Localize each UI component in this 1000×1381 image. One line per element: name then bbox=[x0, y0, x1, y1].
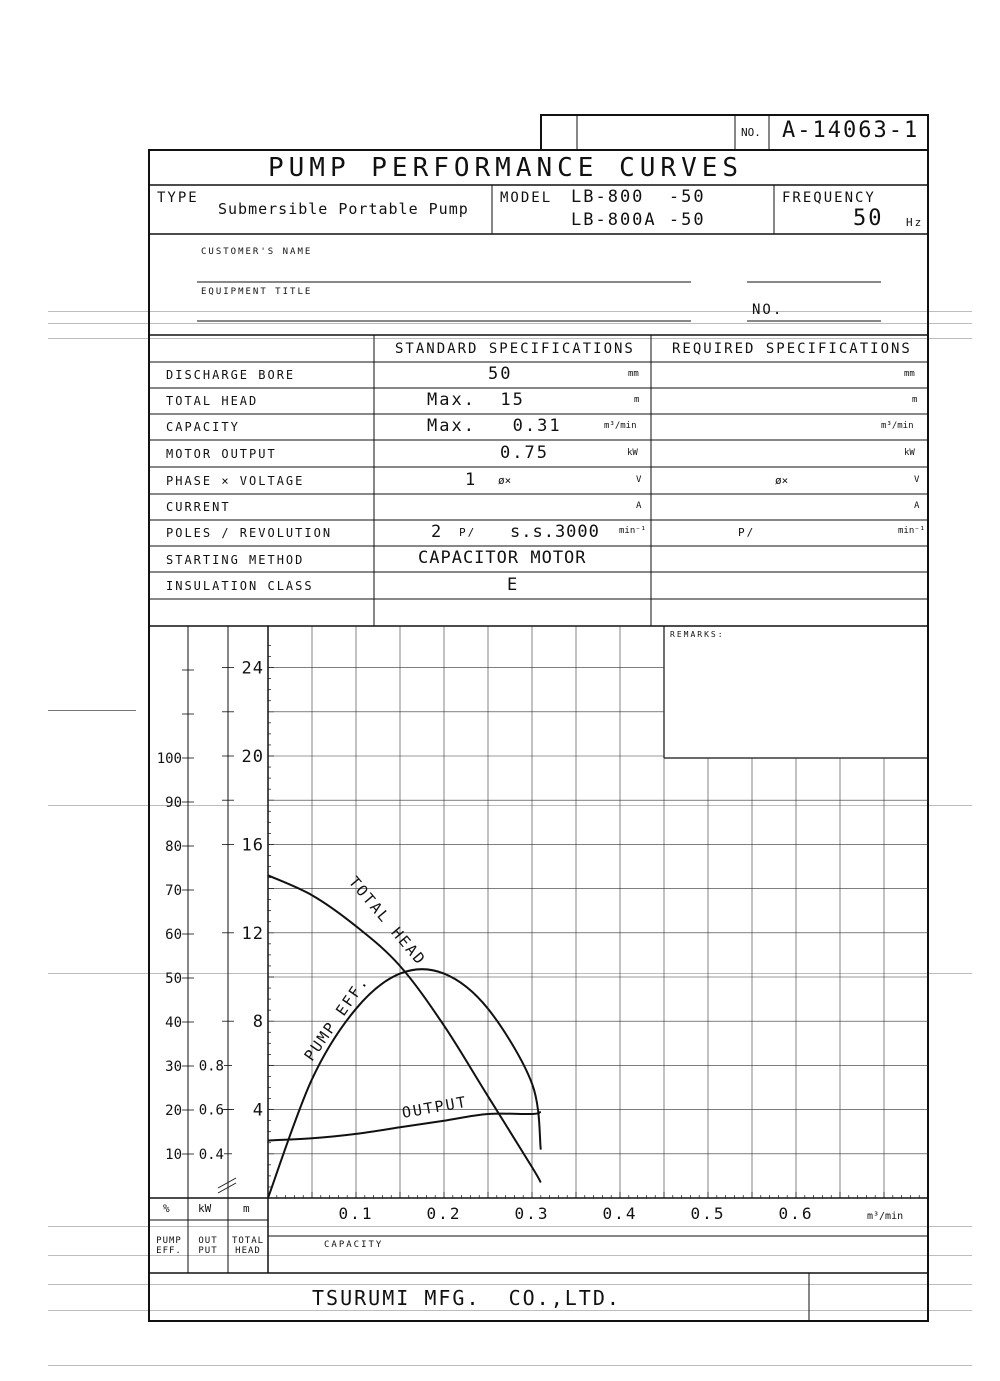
type-label: TYPE bbox=[157, 190, 199, 206]
spec-std-value: 50 bbox=[488, 364, 513, 384]
spec-req-unit: m³/min bbox=[881, 421, 914, 431]
eff-tick-label: 40 bbox=[165, 1015, 182, 1031]
remarks-label: REMARKS: bbox=[670, 630, 725, 639]
output-tick-label: 0.6 bbox=[198, 1102, 224, 1119]
x-tick-label: 0.6 bbox=[778, 1204, 814, 1223]
head-tick-label: 12 bbox=[241, 923, 264, 944]
spec-std-value: Max. 15 bbox=[427, 390, 525, 410]
frequency-unit: Hz bbox=[906, 216, 924, 229]
head-tick-label: 4 bbox=[252, 1100, 264, 1121]
pump-eff-curve-label: PUMP EFF. bbox=[300, 972, 373, 1065]
output-unit: kW bbox=[198, 1202, 212, 1215]
spec-std-phase: ø× bbox=[498, 474, 512, 487]
spec-label: CAPACITY bbox=[166, 420, 240, 434]
eff-tick-label: 10 bbox=[165, 1147, 182, 1163]
spec-std-unit: A bbox=[636, 501, 642, 511]
output-tick-label: 0.4 bbox=[198, 1146, 224, 1163]
axis-break-mark bbox=[218, 1178, 236, 1188]
frequency-value: 50 bbox=[853, 206, 884, 231]
spec-label: INSULATION CLASS bbox=[166, 579, 314, 593]
x-tick-label: 0.5 bbox=[690, 1204, 726, 1223]
spec-std-value: CAPACITOR MOTOR bbox=[418, 548, 587, 568]
eff-tick-label: 50 bbox=[165, 971, 182, 987]
spec-req-unit: kW bbox=[904, 448, 915, 458]
equipment-title-label: EQUIPMENT TITLE bbox=[201, 287, 313, 297]
spec-label: CURRENT bbox=[166, 500, 231, 514]
model-1: LB-800 -50 bbox=[571, 187, 706, 207]
spec-req-unit: m bbox=[912, 395, 918, 405]
model-2: LB-800A -50 bbox=[571, 210, 706, 230]
frequency-label: FREQUENCY bbox=[782, 190, 876, 206]
doc-number: A-14063-1 bbox=[782, 118, 920, 143]
head-tick-label: 24 bbox=[241, 658, 264, 679]
x-axis-label: CAPACITY bbox=[324, 1240, 384, 1250]
head-tick-label: 20 bbox=[241, 747, 264, 767]
spec-label: TOTAL HEAD bbox=[166, 394, 259, 408]
eff-tick-label: 80 bbox=[165, 839, 182, 855]
eff-axis-name: PUMP EFF. bbox=[156, 1236, 182, 1256]
x-tick-label: 0.2 bbox=[426, 1204, 462, 1223]
spec-req-value: ø× bbox=[775, 474, 789, 487]
spec-label: STARTING METHOD bbox=[166, 553, 305, 567]
type-value: Submersible Portable Pump bbox=[218, 200, 469, 218]
required-spec-header: REQUIRED SPECIFICATIONS bbox=[672, 341, 912, 357]
standard-spec-header: STANDARD SPECIFICATIONS bbox=[395, 341, 635, 357]
customer-name-label: CUSTOMER'S NAME bbox=[201, 247, 313, 257]
spec-req-unit: V bbox=[914, 475, 920, 485]
spec-std-value: E bbox=[507, 575, 518, 595]
eff-tick-label: 20 bbox=[165, 1103, 182, 1119]
spec-label: PHASE × VOLTAGE bbox=[166, 474, 305, 488]
x-tick-label: 0.4 bbox=[602, 1204, 638, 1223]
eff-unit: % bbox=[163, 1202, 170, 1215]
output-curve-label: OUTPUT bbox=[400, 1092, 469, 1122]
no2-label: NO. bbox=[752, 302, 784, 318]
page-title: PUMP PERFORMANCE CURVES bbox=[268, 153, 744, 183]
no-label: NO. bbox=[741, 126, 761, 139]
spec-std-value: 1 bbox=[465, 470, 476, 490]
output-tick-label: 0.8 bbox=[198, 1058, 224, 1075]
spec-req-unit: A bbox=[914, 501, 920, 511]
total-head-curve-label: TOTAL HEAD bbox=[344, 873, 430, 970]
spec-std-unit: kW bbox=[627, 448, 638, 458]
head-tick-label: 8 bbox=[252, 1012, 264, 1033]
spec-req-unit: mm bbox=[904, 369, 915, 379]
head-unit: m bbox=[243, 1202, 250, 1215]
spec-std-unit: mm bbox=[628, 369, 639, 379]
head-axis-name: TOTAL HEAD bbox=[231, 1236, 265, 1256]
x-tick-label: 0.3 bbox=[514, 1204, 550, 1223]
model-label: MODEL bbox=[500, 190, 553, 206]
company-name: TSURUMI MFG. CO.,LTD. bbox=[312, 1286, 621, 1310]
spec-req-value: P/ bbox=[738, 526, 756, 539]
eff-tick-label: 60 bbox=[165, 927, 182, 943]
spec-std-value: Max. 0.31 bbox=[427, 416, 562, 436]
x-axis-unit: m³/min bbox=[867, 1211, 904, 1222]
spec-label: DISCHARGE BORE bbox=[166, 368, 296, 382]
head-tick-label: 16 bbox=[241, 835, 264, 856]
eff-tick-label: 90 bbox=[165, 795, 182, 811]
eff-tick-label: 30 bbox=[165, 1059, 182, 1075]
spec-std-value: 2 bbox=[431, 522, 442, 542]
spec-req-unit: min⁻¹ bbox=[898, 526, 926, 536]
output-axis-name: OUT PUT bbox=[198, 1236, 218, 1256]
spec-std-unit: m³/min bbox=[604, 421, 637, 431]
pump-eff-curve bbox=[268, 969, 541, 1198]
x-tick-label: 0.1 bbox=[338, 1204, 374, 1223]
spec-std-unit: V bbox=[636, 475, 642, 485]
spec-std-revolution: s.s.3000 bbox=[510, 522, 600, 542]
spec-std-poles: P/ bbox=[459, 526, 477, 539]
spec-label: POLES / REVOLUTION bbox=[166, 526, 333, 540]
axis-break-mark bbox=[218, 1183, 236, 1193]
spec-std-unit: m bbox=[634, 395, 640, 405]
total-head-curve bbox=[268, 875, 541, 1182]
spec-label: MOTOR OUTPUT bbox=[166, 447, 277, 461]
eff-tick-label: 70 bbox=[165, 883, 182, 899]
eff-tick-label: 100 bbox=[156, 751, 182, 767]
spec-std-unit: min⁻¹ bbox=[619, 526, 647, 536]
spec-std-value: 0.75 bbox=[500, 443, 549, 463]
